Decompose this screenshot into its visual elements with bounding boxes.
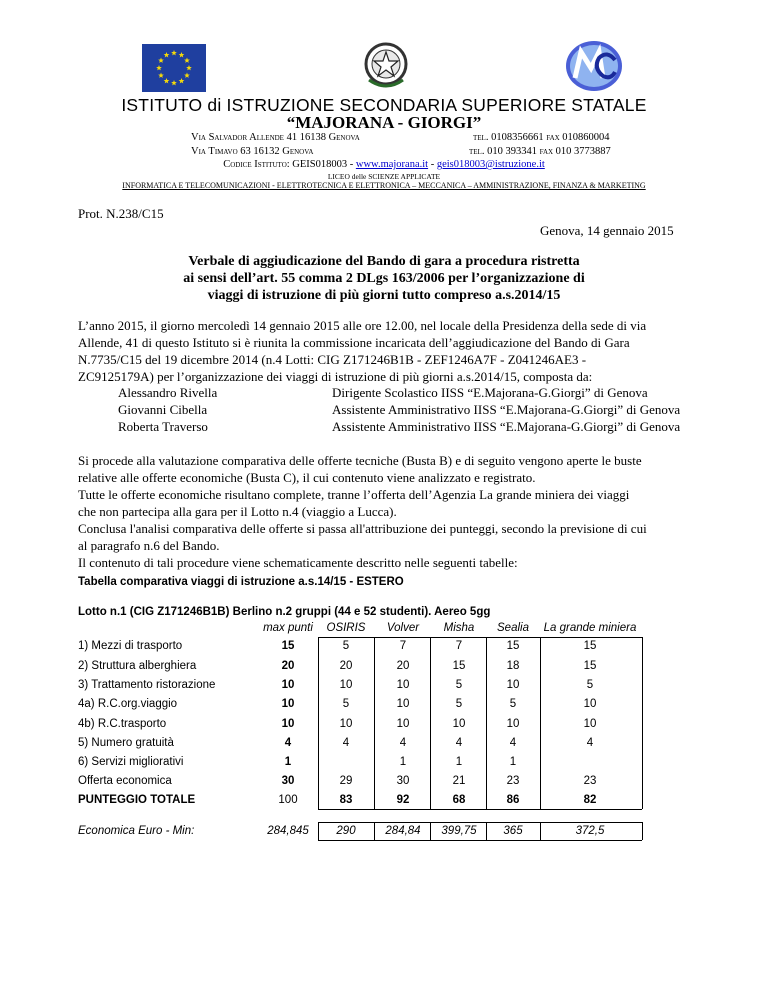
score-cell: 20: [339, 660, 353, 672]
para2-line-1: Si procede alla valutazione comparativa delle offerte tecniche (Busta B) e di seguito vengono aperte le buste: [78, 453, 642, 468]
economic-price-cell: 399,75: [441, 825, 477, 837]
column-header: Misha: [443, 622, 475, 634]
score-cell: 23: [583, 775, 597, 787]
institute-title: ISTITUTO di ISTRUZIONE SECONDARIA SUPERIORE STATALE: [121, 95, 647, 115]
score-cell: 5: [509, 698, 517, 710]
score-cell: 20: [396, 660, 410, 672]
score-cell: 10: [339, 679, 353, 691]
address-1: Via Salvador Allende 41 16138 Genova: [191, 132, 360, 143]
school-name: “MAJORANA - GIORGI”: [286, 113, 482, 132]
row-label: 2) Struttura alberghiera: [78, 660, 197, 672]
row-label: 4a) R.C.org.viaggio: [78, 698, 178, 710]
score-cell: 68: [452, 794, 466, 806]
institute-code: Codice Istituto: GEIS018003 -: [223, 159, 356, 170]
italian-republic-emblem-logo: [363, 40, 409, 92]
score-cell: 10: [583, 718, 597, 730]
economic-min-cell: 284,845: [267, 825, 309, 837]
member-name-2: Giovanni Cibella: [118, 402, 208, 417]
majorana-giorgi-logo: [563, 38, 625, 94]
score-cell: 5: [342, 640, 350, 652]
institute-code-line: [0, 159, 768, 170]
liceo-label: LICEO delle SCIENZE APPLICATE: [327, 172, 441, 181]
score-cell: 29: [339, 775, 353, 787]
score-cell: 1: [455, 756, 463, 768]
table-grid-line: [318, 637, 319, 809]
score-cell: 10: [506, 679, 520, 691]
score-cell: 15: [583, 660, 597, 672]
column-header: Sealia: [497, 622, 529, 634]
para1-line-2: Allende, 41 di questo Istituto si è riunita la commissione incaricata dell’aggiudicazione del Bando di Gara: [78, 335, 630, 350]
member-name-1: Alessandro Rivella: [118, 385, 218, 400]
para2-line-2: relative alle offerte economiche (Busta C), il cui contenuto viene analizzato e registrato.: [78, 470, 536, 485]
column-header: max punti: [263, 622, 313, 634]
score-cell: 5: [455, 698, 463, 710]
table-grid-line: [642, 822, 643, 840]
score-cell: 83: [339, 794, 353, 806]
table-grid-line: [540, 637, 541, 809]
website-link[interactable]: www.majorana.it: [355, 159, 429, 170]
table-section-title: Tabella comparativa viaggi di istruzione a.s.14/15 - ESTERO: [78, 576, 404, 588]
table-grid-line: [430, 822, 431, 840]
score-cell: 5: [455, 679, 463, 691]
score-cell: 1: [399, 756, 407, 768]
score-cell: 21: [452, 775, 466, 787]
max-points-cell: 4: [284, 737, 292, 749]
title-line-3: viaggi di istruzione di più giorni tutto compreso a.s.2014/15: [207, 288, 561, 303]
table-grid-line: [374, 637, 375, 809]
email-link[interactable]: geis018003@istruzione.it: [436, 159, 545, 170]
table-grid-line: [374, 822, 375, 840]
table-grid-line: [318, 637, 642, 638]
table-grid-line: [540, 822, 541, 840]
address-2: Via Timavo 63 16132 Genova: [191, 146, 314, 157]
row-label: 6) Servizi migliorativi: [78, 756, 184, 768]
economic-price-cell: 365: [503, 825, 523, 837]
score-cell: 82: [583, 794, 597, 806]
max-points-cell: 30: [281, 775, 295, 787]
table-grid-line: [486, 822, 487, 840]
row-label: Offerta economica: [78, 775, 172, 787]
score-cell: 1: [509, 756, 517, 768]
para2-line-4: che non partecipa alla gara per il Lotto n.4 (viaggio a Lucca).: [78, 504, 397, 519]
score-cell: 10: [396, 679, 410, 691]
phone-2: tel. 010 393341 fax 010 3773887: [469, 146, 611, 157]
score-cell: 18: [506, 660, 520, 672]
score-cell: 7: [455, 640, 463, 652]
row-label: 3) Trattamento ristorazione: [78, 679, 216, 691]
score-cell: 5: [586, 679, 594, 691]
courses-line: INFORMATICA E TELECOMUNICAZIONI - ELETTROTECNICA E ELETTRONICA – MECCANICA – AMMINISTRAZIONE, FINANZA & MARKETING: [122, 181, 646, 190]
economic-label: Economica Euro - Min:: [78, 825, 195, 837]
score-cell: 4: [509, 737, 517, 749]
table-grid-line: [642, 637, 643, 809]
para1-line-3: N.7735/C15 del 19 dicembre 2014 (n.4 Lotti: CIG Z171246B1B - ZEF1246A7F - Z041246AE3 -: [78, 352, 587, 367]
para2-line-7: Il contenuto di tali procedure viene schematicamente descritto nelle seguenti tabelle:: [78, 555, 518, 570]
score-cell: 4: [342, 737, 350, 749]
title-line-1: Verbale di aggiudicazione del Bando di gara a procedura ristretta: [188, 254, 580, 269]
economic-price-cell: 290: [336, 825, 356, 837]
score-cell: 30: [396, 775, 410, 787]
member-role-1: Dirigente Scolastico IISS “E.Majorana-G.Giorgi” di Genova: [332, 385, 648, 400]
max-points-cell: 10: [281, 698, 295, 710]
score-cell: 10: [396, 698, 410, 710]
row-label: 5) Numero gratuità: [78, 737, 174, 749]
score-cell: 10: [339, 718, 353, 730]
table-grid-line: [486, 637, 487, 809]
score-cell: 5: [342, 698, 350, 710]
table-grid-line: [430, 637, 431, 809]
economic-price-cell: 372,5: [575, 825, 605, 837]
lot-title: Lotto n.1 (CIG Z171246B1B) Berlino n.2 gruppi (44 e 52 studenti). Aereo 5gg: [78, 606, 491, 618]
max-points-cell: 1: [284, 756, 292, 768]
column-header: La grande miniera: [543, 622, 637, 634]
table-grid-line: [318, 822, 319, 840]
score-cell: 10: [506, 718, 520, 730]
para2-line-3: Tutte le offerte economiche risultano complete, tranne l’offerta dell’Agenzia La grande miniera dei viaggi: [78, 487, 630, 502]
score-cell: 15: [583, 640, 597, 652]
title-line-2: ai sensi dell’art. 55 comma 2 DLgs 163/2006 per l’organizzazione di: [183, 271, 585, 286]
score-cell: 10: [396, 718, 410, 730]
score-cell: 23: [506, 775, 520, 787]
member-name-3: Roberta Traverso: [118, 419, 208, 434]
para2-line-6: al paragrafo n.6 del Bando.: [78, 538, 220, 553]
eu-flag-logo: [142, 44, 206, 92]
table-grid-line: [318, 822, 642, 823]
score-cell: 15: [452, 660, 466, 672]
score-cell: 4: [399, 737, 407, 749]
column-header: Volver: [386, 622, 420, 634]
column-header: OSIRIS: [326, 622, 366, 634]
score-cell: 86: [506, 794, 520, 806]
table-grid-line: [318, 840, 642, 841]
max-points-cell: 10: [281, 679, 295, 691]
contact-separator: -: [428, 159, 437, 170]
max-points-cell: 100: [278, 794, 298, 806]
table-grid-line: [318, 809, 642, 810]
para1-line-4: ZC9125179A) per l’organizzazione dei viaggi di istruzione di più giorni a.s.2014/15, composta da:: [78, 369, 593, 384]
score-cell: 15: [506, 640, 520, 652]
document-date: Genova, 14 gennaio 2015: [540, 223, 674, 238]
score-cell: 4: [455, 737, 463, 749]
economic-price-cell: 284,84: [385, 825, 421, 837]
score-cell: 10: [583, 698, 597, 710]
member-role-2: Assistente Amministrativo IISS “E.Majorana-G.Giorgi” di Genova: [332, 402, 681, 417]
score-cell: 10: [452, 718, 466, 730]
row-label: PUNTEGGIO TOTALE: [78, 794, 196, 806]
protocol-number: Prot. N.238/C15: [78, 206, 164, 221]
row-label: 4b) R.C.trasporto: [78, 718, 167, 730]
row-label: 1) Mezzi di trasporto: [78, 640, 183, 652]
max-points-cell: 10: [281, 718, 295, 730]
para2-line-5: Conclusa l'analisi comparativa delle offerte si passa all'attribuzione dei punteggi, secondo la previsione di cui: [78, 521, 647, 536]
score-cell: 4: [586, 737, 594, 749]
para1-line-1: L’anno 2015, il giorno mercoledì 14 gennaio 2015 alle ore 12.00, nel locale della Presidenza della sede di via: [78, 318, 647, 333]
max-points-cell: 15: [281, 640, 295, 652]
score-cell: 7: [399, 640, 407, 652]
member-role-3: Assistente Amministrativo IISS “E.Majorana-G.Giorgi” di Genova: [332, 419, 681, 434]
phone-1: tel. 0108356661 fax 010860004: [473, 132, 610, 143]
max-points-cell: 20: [281, 660, 295, 672]
score-cell: 92: [396, 794, 410, 806]
